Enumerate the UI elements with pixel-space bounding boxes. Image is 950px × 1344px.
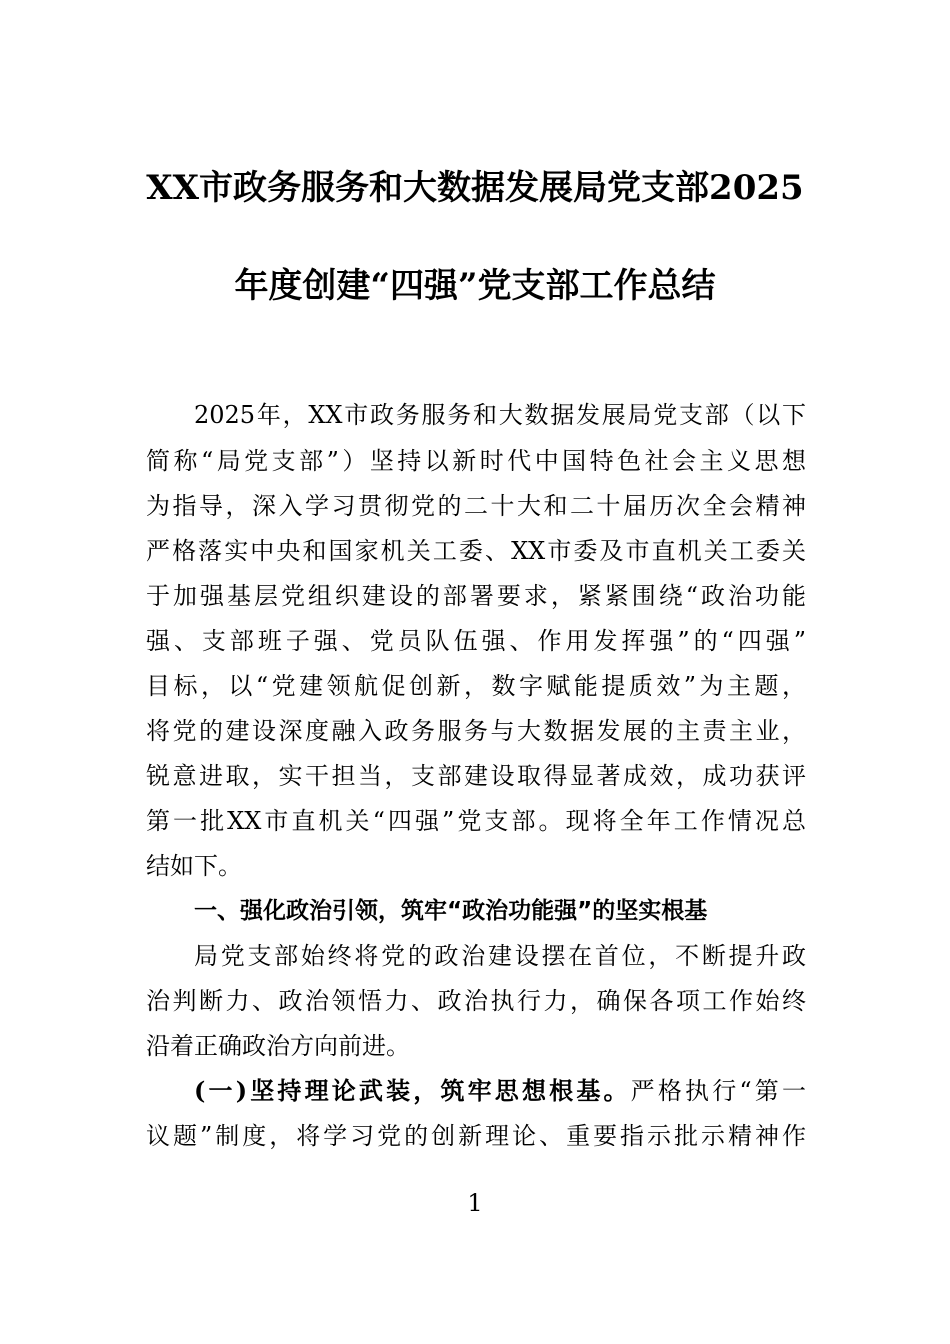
intro-paragraph-line: 目标，以“党建领航促创新，数字赋能提质效”为主题， [146, 672, 806, 700]
intro-paragraph-line: 严格落实中央和国家机关工委、XX市委及市直机关工委关 [146, 537, 806, 565]
intro-paragraph-line: 强、支部班子强、党员队伍强、作用发挥强”的“四强” [146, 627, 806, 655]
subsection-1-paragraph-line [194, 1076, 806, 1106]
intro-paragraph-line: 将党的建设深度融入政务服务与大数据发展的主责主业， [146, 717, 806, 745]
page-number: 1 [467, 1189, 483, 1217]
document-title-line-2: 年度创建“四强”党支部工作总结 [234, 266, 716, 306]
intro-paragraph-line: 2025年，XX市政务服务和大数据发展局党支部（以下 [194, 401, 806, 429]
section-1-paragraph-line: 沿着正确政治方向前进。 [146, 1032, 410, 1060]
intro-paragraph-line: 第一批XX市直机关“四强”党支部。现将全年工作情况总 [146, 807, 806, 835]
subsection-1-heading: (一)坚持理论武装，筑牢思想根基。 [194, 1076, 631, 1105]
section-1-paragraph-line: 局党支部始终将党的政治建设摆在首位，不断提升政 [194, 942, 806, 970]
section-1-heading: 一、强化政治引领，筑牢“政治功能强”的坚实根基 [194, 898, 708, 924]
intro-paragraph-line: 简称“局党支部”）坚持以新时代中国特色社会主义思想 [146, 447, 806, 475]
intro-paragraph-line: 结如下。 [146, 852, 242, 880]
intro-paragraph-line: 为指导，深入学习贯彻党的二十大和二十届历次全会精神 [146, 492, 806, 520]
document-title-line-1: XX市政务服务和大数据发展局党支部2025 [146, 168, 804, 208]
intro-paragraph-line: 于加强基层党组织建设的部署要求，紧紧围绕“政治功能 [146, 582, 806, 610]
subsection-1-first-line-rest: 严格执行“第一 [630, 1077, 806, 1105]
section-1-paragraph-line: 治判断力、政治领悟力、政治执行力，确保各项工作始终 [146, 987, 806, 1015]
intro-paragraph-line: 锐意进取，实干担当，支部建设取得显著成效，成功获评 [146, 762, 806, 790]
subsection-1-paragraph-line: 议题”制度，将学习党的创新理论、重要指示批示精神作 [146, 1122, 806, 1150]
